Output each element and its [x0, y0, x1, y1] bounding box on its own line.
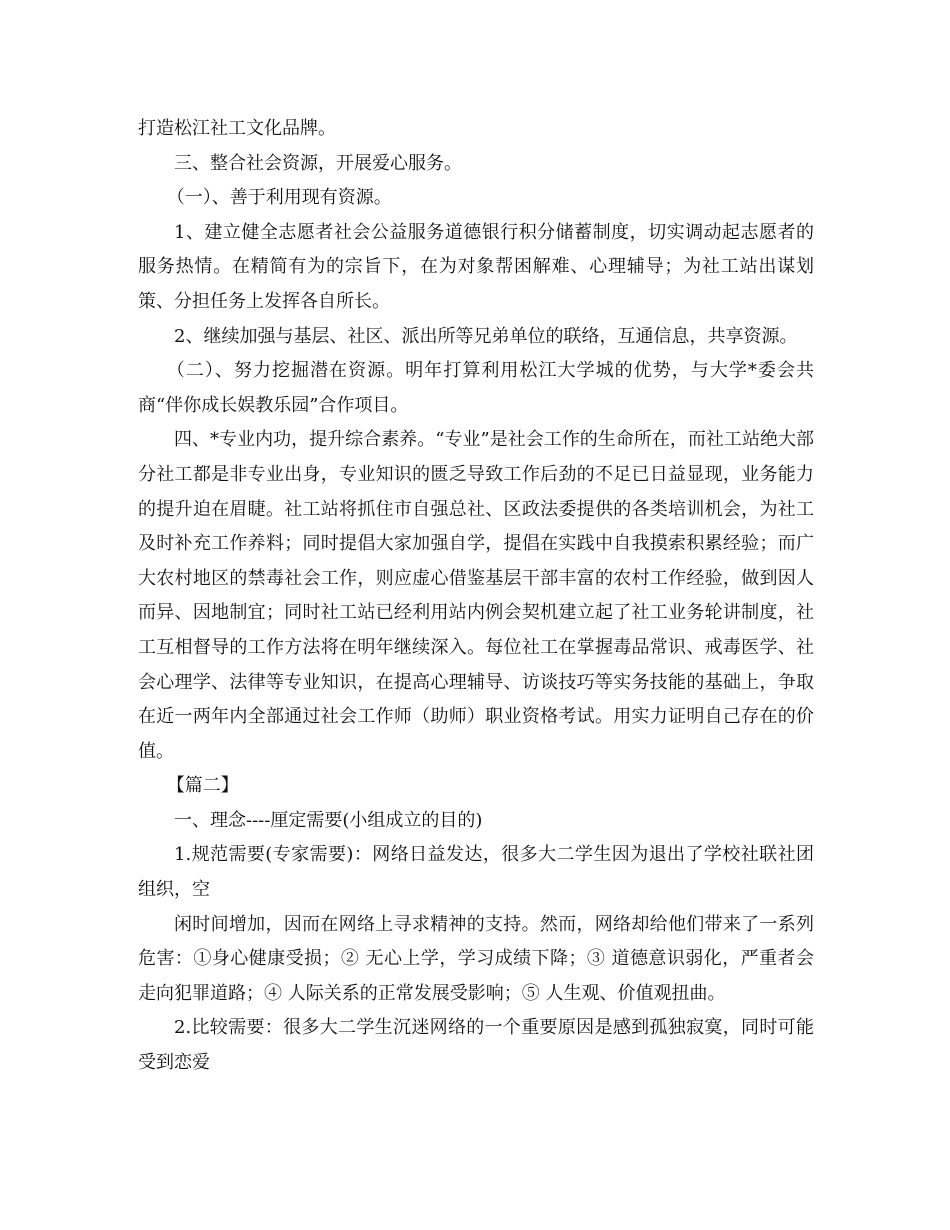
section-heading-concept: 一、理念----厘定需要(小组成立的目的) — [174, 809, 483, 831]
subsection-heading-2: （二）、努力挖掘潜在资源。明年打算利用松江大学城的优势，与大学*委会共商“伴你成长娱教乐园”合作项目。 — [138, 360, 814, 416]
part-heading-2: 【篇二】 — [166, 775, 239, 797]
paragraph-continuation: 打造松江社工文化品牌。 — [138, 118, 336, 139]
paragraph-item-1: 1、建立健全志愿者社会公益服务道德银行积分储蓄制度，切实调动起志愿者的服务热情。在精简有为的宗旨下，在为对象帮困解难、心理辅导；为社工站出谋划策、分担任务上发挥各自所长。 — [138, 221, 814, 312]
paragraph-normative-need-cont: 闲时间增加，因而在网络上寻求精神的支持。然而，网络却给他们带来了一系列危害：①身心健康受损；② 无心上学，学习成绩下降；③ 道德意识弱化，严重者会走向犯罪道路；④ 人际关系的正常发展受影响；⑤ 人生观、价值观扭曲。 — [138, 913, 814, 1004]
section-heading-4: 四、*专业内功，提升综合素养。“专业”是社会工作的生命所在，而社工站绝大部分社工都是非专业出身，专业知识的匮乏导致工作后劲的不足已日益显现，业务能力的提升迫在眉睫。社工站将抓住市自强总社、区政法委提供的各类培训机会，为社工及时补充工作养料；同时提倡大家加强自学，提倡在实践中自我摸索积累经验；而广大农村地区的禁毒社会工作，则应虚心借鉴基层干部丰富的农村工作经验，做到因人而异、因地制宜；同时社工站已经利用站内例会契机建立起了社工业务轮讲制度，社工互相督导的工作方法将在明年继续深入。每位社工在掌握毒品常识、戒毒医学、社会心理学、法律等专业知识，在提高心理辅导、访谈技巧等实务技能的基础上，争取在近一两年内全部通过社会工作师（助师）职业资格考试。用实力证明自己存在的价值。 — [138, 429, 814, 762]
paragraph-item-2: 2、继续加强与基层、社区、派出所等兄弟单位的联络，互通信息，共享资源。 — [174, 325, 798, 347]
section-heading-3: 三、整合社会资源，开展爱心服务。 — [174, 152, 462, 174]
subsection-heading-1: （一）、善于利用现有资源。 — [166, 187, 392, 209]
paragraph-normative-need: 1.规范需要(专家需要)：网络日益发达，很多大二学生因为退出了学校社联社团组织，空 — [138, 844, 814, 901]
document-body — [138, 112, 814, 1081]
paragraph-comparative-need: 2.比较需要：很多大二学生沉迷网络的一个重要原因是感到孤独寂寞，同时可能受到恋爱 — [138, 1017, 814, 1074]
